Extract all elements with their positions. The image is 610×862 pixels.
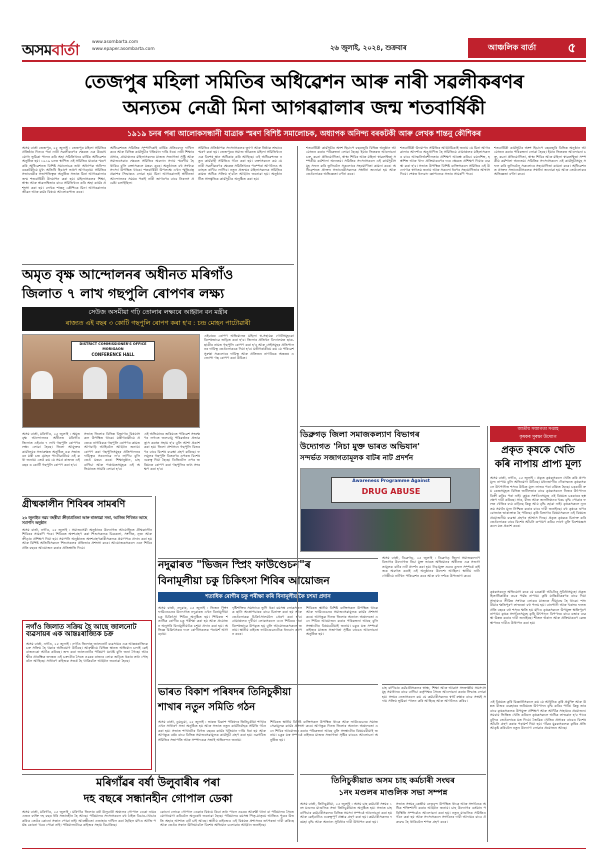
krishak-headline-2: কৰি নাপায় প্ৰাপ্য মূল্য: [494, 459, 582, 470]
summer-strap: ২৬ জুলাইত নৱম বছৰীয়া ক্ৰীড়াপ্ৰতিভা আৰু ৰাজহুৱা সভা, আজিৰ শিবিৰত আছে সমাপনি অনুষ্ঠান: [22, 515, 148, 525]
footer-rule: [22, 848, 586, 849]
summer-headline: গ্ৰীষ্মকালীন শিবিৰৰ সামৰণি: [22, 499, 126, 510]
tea-headline-2: ১নং মণ্ডলৰ মাণ্ডলিক সভা সম্পন্ন: [338, 787, 448, 797]
tea-headline-1: তিনিচুকীয়াত অসম চাহ কৰ্মচাৰী সংঘৰ: [331, 775, 455, 785]
gopal-headline-2: দহ বছৰে সন্ধানহীন গোপাল ডেকা: [83, 792, 233, 805]
logo-part-b: বাৰ্তা: [51, 41, 80, 59]
awareness-banner: [331, 477, 451, 503]
col-separator-3: [155, 496, 156, 772]
scheme-box: [22, 620, 152, 770]
website-2: www.epaper.asombarta.com: [92, 47, 155, 52]
vikash-headline-2: শাখাৰ নতুন সমিতি গঠন: [158, 702, 256, 713]
tree-body-col-3: এই অভিযানৰ জৰিয়তে পৰিৱেশ সংৰক্ষণৰ লগতে জলবায়ু পৰিৱৰ্তনৰ প্ৰভাৱ হ্ৰাস কৰাত সহায় হ'ব বুলি আশা প্ৰকাশ কৰা হয়। জিলা প্ৰশাসনে গছপুলি বিতৰণৰ বাবে বিশেষ ব্যৱস্থা গ্ৰহণ কৰিছে। ফলমূলৰ গছপুলি বিতৰণৰ ওপৰত বিশেষ গুৰুত্ব দিয়া হৈছে। ডিজিটেল এপৰ জৰিয়তে ৰোপণ কৰা গছপুলিৰ তথ্য সংৰক্ষণ কৰা হ'ব।: [144, 432, 200, 472]
tree-body-col-1: অসম বাৰ্তা, মৰিগাঁও, ২৫ জুলাই : অমৃত বৃক্ষ আন্দোলনৰ অধীনত মৰিগাঁও জিলাত এইবাৰ ৭ লাখ গছপুলি ৰোপণৰ লক্ষ্য লোৱা হৈছে। জিলা আয়ুক্তৰ কাৰ্যালয়ৰ সভাকক্ষত অনুষ্ঠিত এক সভাত বন মন্ত্ৰী চন্দ্ৰ মোহন পাটোৱাৰীয়ে এই কথা জনায়। তেওঁ কয় যে সমগ্ৰ ৰাজ্যত এই বছৰ ৩ কোটি গছপুলি ৰোপণ কৰা হ'ব।: [22, 432, 80, 467]
tea-side-body: চাহ বাগিচাৰ কৰ্মচাৰীসকলৰ স্বাস্থ্য, শিক্ষা আৰু আৱাস সংক্ৰান্তীয় সমস্যাসমূহ সমাধানৰ বাবে বাগিচা কৰ্তৃপক্ষৰ সৈতে আলোচনা কৰাৰ সিদ্ধান্ত লোৱা হয়। সংঘৰ নেতাসকলে কয় যে কৰ্মচাৰীসকলৰ স্বাৰ্থ ৰক্ষাৰ বাবে সংঘই সদায় সক্ৰিয় ভূমিকা পালন কৰি আহিছে আৰু আগলৈও কৰিব।: [382, 686, 486, 704]
eye-body-col-3: শিবিৰত স্থানীয় বিশিষ্ট ব্যক্তিসকল উপস্থিত থাকে আৰু ফাউণ্ডেচনৰ সমাজসেৱামূলক কাৰ্যৰ প্ৰশংসা কৰে। আগন্তুক দিনত জিলাৰ অন্যান্য অঞ্চলতো এনে শিবিৰ আয়োজন কৰাৰ পৰিকল্পনা আছে বুলি সংস্থাটোৰ বিষয়ববীয়াই জনায়। চকুৰ যত্ন সম্পৰ্কে ৰাইজৰ মাজত সজাগতা সৃষ্টিৰ বাবেও আলোচনা অনুষ্ঠিত হয়।: [306, 606, 378, 637]
nasha-headline-1: ডিব্ৰুগড় জিলা সমাজকল্যাণ বিভাগৰ: [300, 429, 420, 439]
tree-headline-2: জিলাত ৭ লাখ গছপুলি ৰোপণৰ লক্ষ্য: [22, 286, 225, 302]
board-line-2: MORIGAON: [102, 347, 124, 351]
krishak-tag-2: কৃষকৰ সুৰক্ষা উদ্যোগ: [519, 435, 557, 440]
vikash-body-col-2: শিবিৰত স্থানীয় বিশিষ্ট ব্যক্তিসকল উপস্থিত থাকে আৰু ফাউণ্ডেচনৰ সমাজসেৱামূলক কাৰ্যৰ প্ৰশংসা কৰে। আগন্তুক দিনত জিলাৰ অন্যান্য অঞ্চলতো এনে শিবিৰ আয়োজন কৰাৰ পৰিকল্পনা আছে বুলি সংস্থাটোৰ বিষয়ববীয়াই জনায়। চকুৰ যত্ন সম্পৰ্কে ৰাইজৰ মাজত সজাগতা সৃষ্টিৰ বাবেও আলোচনা অনুষ্ঠিত হয়।: [270, 720, 378, 742]
tree-strap-line-2: ৰাজ্যত এই বছৰ ৩ কোটি গছপুলি ৰোপণ কৰা হ'ব : চন্দ্ৰ মোহন পাটোৱাৰী: [65, 319, 251, 327]
conference-table: [23, 399, 200, 428]
tea-body-col-2: সভাত সংঘৰ কেন্দ্ৰীয় নেতৃবৃন্দ উপস্থিত থাকে আৰু সংগঠনক অধিক শক্তিশালী কৰাৰ আহ্বান জনায়। চাহ উদ্যোগৰ বৰ্তমান পৰিস্থিতি সম্পৰ্কেও আলোচনা কৰা হয়। নতুন মাণ্ডলিক সমিতিও গঠন কৰা হয় আৰু সদস্যসকলে সংগঠনৰ দাবী আদায়ৰ বাবে ঐক্যবদ্ধ হৈ থাকিবলৈ শপত গ্ৰহণ কৰে।: [396, 802, 486, 824]
summer-body: অসম বাৰ্তা, নগাঁও, ২৫ জুলাই : সমাজসেৱী অনুষ্ঠানৰ উদ্যোগত আয়োজিত গ্ৰীষ্মকালীন শিবিৰৰ সামৰণি পৰে। শিবিৰত অংশগ্ৰহণ কৰা শিশুসকলক চিত্ৰকলা, সংগীত, নৃত্য আৰু ক্ৰীড়াৰ প্ৰশিক্ষণ দিয়া হয়। সমাপনি অনুষ্ঠানত অংশগ্ৰহণকাৰীসকলক প্ৰমাণপত্ৰ প্ৰদান কৰা হয় আৰু বিশিষ্ট অতিথিসকলে শিশুসকলৰ প্ৰতিভাৰ প্ৰশংসা কৰে। আয়োজকসকলে এনে শিবিৰ প্ৰতি বছৰে আয়োজন কৰাৰ প্ৰতিশ্ৰুতি দিয়ে।: [22, 528, 152, 550]
banner-line-1: Awareness Programme Against: [352, 479, 430, 484]
eye-headline-2: বিনামূলীয়া চকু চিকিৎসা শিবিৰ আয়োজন: [158, 575, 330, 587]
rule-gopal-top: [22, 774, 294, 775]
krishak-body-col-2: কৃষকসকলে অভিযোগ কৰে যে চৰকাৰী আঁচনিৰ সুবিধাসমূহো প্ৰকৃত হিতাধিকাৰীৰ ওচৰ পৰ্যন্ত নাপায়। কৃষি যান্ত্ৰিকীকৰণৰ বাবে দিয়া সাহায্যও সীমিত সংখ্যক লোকৰ মাজতে সীমাবদ্ধ হৈ থাকে। শস্য বীমাৰ ক্ষতিপূৰণ লাভতো বহু পলম হয়। বানপানী আৰু খৰাংৰ ফলত প্ৰতি বছৰে বহু শস্যৰ ক্ষতি হয় যদিও কৃষকসকলে উপযুক্ত ক্ষতিপূৰণ নাপায়। কৃষক সংগঠনসমূহে কৃষি উৎপাদন বিপণনৰ বাবে বজাৰ ব্যৱস্থা উন্নত কৰাৰ দাবী জনাইছে। শীতল ভঁৰাল আৰু প্ৰক্ৰিয়াকৰণ কেন্দ্ৰ স্থাপনৰ দাবীও উত্থাপন কৰা হয়।: [490, 590, 586, 625]
eye-headline-1: নদুৱাৰত "ভিজন স্প্ৰিং ফাউণ্ডেচন"ৰ: [158, 559, 311, 571]
gopal-body-col-1: অসম বাৰ্তা, মৰিগাঁও, ২৫ জুলাই : মৰিগাঁও জিলাৰ বৰ্ষা উলুবাৰী অঞ্চলৰ গোপাল ডেকা নামৰ এজন ব্যক্তি দহ বছৰ ধৰি সন্ধানহীন হৈ আছে। পৰিয়ালৰ সদস্যসকলে বহু ঠাইত বিচাৰ-খোচাৰ কৰিও তেওঁৰ কোনো সন্ধান পোৱা নাই। আৰক্ষীতো এজাহাৰ দাখিল কৰা হৈছিল যদিও আজি পৰ্যন্ত কোনো খবৰ পোৱা নাই। পৰিয়ালটোৱে ৰাইজৰ সহায় বিচাৰিছে।: [22, 810, 156, 828]
lead-body-col-3: সমিতিৰ প্ৰতিষ্ঠাপক সদস্যাসকলৰ ত্যাগ আৰু নিষ্ঠাক শ্ৰদ্ধাৰে স্মৰণ কৰা হয়। তেজপুৰৰ সমাজ জীৱনত মহিলা সমিতিখনে এক বিশেষ স্থান অধিকাৰ কৰি আহিছে। এই অধিৱেশনত নতুন কাৰ্যবাহী সমিতিও গঠন কৰা হয়। বক্তাসকলে কয় যে নাৰী সৱলীকৰণৰ ক্ষেত্ৰত সমিতিখনৰ পৰম্পৰা আগলৈও অব্যাহত ৰাখিব লাগিব। নতুন প্ৰজন্মৰ মহিলাসকলক সমিতিৰ কামত অধিক সক্ৰিয় হ'বলৈ আহ্বান জনোৱা হয়। অনুষ্ঠানটিত সাংস্কৃতিক কাৰ্যসূচীও অনুষ্ঠিত কৰা হয়।: [198, 146, 282, 181]
gopal-headline-1: মৰিগাঁৱৰ বৰ্ষা উলুবাৰীৰ পৰা: [96, 776, 220, 789]
banner-line-2: DRUG ABUSE: [361, 487, 421, 496]
eye-strap: শতাধিক ৰোগীৰ চকু পৰীক্ষা কৰি বিনামূলীয়াকৈ চশমা প্ৰদান: [158, 592, 378, 602]
tree-body-col-2: সভাত জিলাৰ বিভিন্ন বিভাগৰ বিষয়াসকল উপস্থিত থাকে। মন্ত্ৰীগৰাকীয়ে প্ৰত্যেক নাগৰিকক গছপুলি ৰোপণৰ কামত আগবাঢ়ি আহিবলৈ আহ্বান জনায়। ৰোপণ কৰা গছপুলিসমূহৰ প্ৰতিপালনৰ দায়িত্বও সকলোৱে ল'ব লাগিব বুলি তেওঁ মন্তব্য কৰে। শিক্ষানুষ্ঠান, চাহ বাগিচা আৰু পঞ্চায়তসমূহক এই অভিযানত সামৰি লোৱা হ'ব।: [84, 432, 140, 472]
lead-body-col-5: শতবাৰ্ষিকী উদযাপন সমিতিৰ আহ্বায়িকাই জনায় যে মিনা আগৰৱালাৰ আদৰ্শৰে অনুপ্ৰাণিত হৈ সমিতিয়ে গ্ৰামাঞ্চলৰ মহিলাসকলৰ বাবে আত্মনিৰ্ভৰশীলতাৰ প্ৰশিক্ষণ আৰম্ভ কৰিব। বয়নশিল্প, হস্তশিল্প আৰু খাদ্য প্ৰক্ৰিয়াকৰণৰ দৰে ক্ষেত্ৰত প্ৰশিক্ষণ দিয়াৰ ব্যৱস্থা কৰা হ'ব। সভাত উপস্থিত বিশিষ্ট ব্যক্তিসকলে সমিতিৰ এই উদ্যোগক স্বাগতম জনায় আৰু সকলো ধৰণৰ সহযোগিতাৰ আশ্বাস দিয়ে। শেষত ধন্যবাদ জ্ঞাপনেৰে সভাৰ সামৰণি পৰে।: [400, 146, 490, 177]
scheme-headline-1: নগাঁও জিলাত সক্ৰিয় হৈ আছে জালনোট: [26, 623, 137, 631]
krishak-tag: [490, 426, 586, 442]
eye-body-col-1: অসম বাৰ্তা, নদুৱাৰ, ২৫ জুলাই : ভিজন স্প্ৰিং ফাউণ্ডেচনৰ উদ্যোগত নদুৱাৰত এখন বিনামূলীয়া চকু চিকিৎসা শিবিৰ অনুষ্ঠিত হয়। শিবিৰত শতাধিক ৰোগীৰ চকু পৰীক্ষা কৰা হয় আৰু প্ৰয়োজন অনুসৰি বিনামূলীয়াকৈ চশমা প্ৰদান কৰা হয়। অভিজ্ঞ চিকিৎসকৰ দলে ৰোগীসকলক পৰামৰ্শ আগবঢ়ায়।: [158, 606, 228, 637]
person-1: [31, 371, 53, 401]
board-line-1: DISTRICT COMMISSIONER'S OFFICE: [79, 342, 147, 346]
nasha-body: অসম বাৰ্তা, ডিব্ৰুগড়, ২৫ জুলাই : ডিব্ৰুগড় জিলা সমাজকল্যাণ বিভাগৰ উদ্যোগত নিচা মুক্ত ভাৰত অভিযানৰ অধীনত এক সজাগতামূলক বাটৰ নাট প্ৰদৰ্শন কৰা হয়। নিচাযুক্ত দ্ৰব্যৰ কুফল সম্পৰ্কে ৰাইজক অৱগত কৰাই এই অনুষ্ঠানৰ উদ্দেশ্য আছিল। স্থানীয় নাট্যগোষ্ঠীয়ে নাটখন পৰিৱেশন কৰে আৰু বহু দৰ্শকে উপভোগ কৰে।: [382, 556, 480, 578]
tree-strap: [22, 307, 294, 331]
krishak-body-col-3: এই বিষয়ত কৃষি বিজ্ঞানীসকলে কয় যে আধুনিক কৃষি প্ৰযুক্তি আৰু উন্নত বীজৰ ব্যৱহাৰৰ জৰিয়তে উৎপাদন বৃদ্ধি কৰিব পাৰি। কিন্তু তাৰ বাবে কৃষকসকলক উপযুক্ত প্ৰশিক্ষণ আৰু আৰ্থিক সাহায্যৰ প্ৰয়োজন। সমবায় ভিত্তিত খেতি কৰিলে কৃষকসকলে অধিক লাভৱান হ'ব পাৰে বুলিও তেওঁলোকে মত দিয়ে। জৈৱিক খেতিৰ প্ৰসাৰৰ বাবেও বিশেষ আঁচনি গ্ৰহণ কৰাৰ পৰামৰ্শ দিয়া হয়। গাঁৱৰ যুৱকসকলক কৃষিৰ প্ৰতি আকৃষ্ট কৰিবলৈ নতুন উদ্যোগ লোৱাৰ প্ৰয়োজন আছে।: [490, 700, 586, 731]
tea-body-col-1: অসম বাৰ্তা, তিনিচুকীয়া, ২৫ জুলাই : অসম চাহ কৰ্মচাৰী সংঘৰ ১নং মণ্ডলৰ মাণ্ডলিক সভা তিনিচুকীয়াত অনুষ্ঠিত হয়। সভাত চাহ বাগিচাৰ কৰ্মচাৰীসকলৰ বিভিন্ন সমস্যা সম্পৰ্কে আলোচনা কৰা হয় আৰু কেইবাটাও গুৰুত্বপূৰ্ণ প্ৰস্তাৱ গ্ৰহণ কৰা হয়। কৰ্মচাৰীসকলৰ দৰমহা বৃদ্ধি আৰু অন্যান্য সুবিধাৰ দাবী উত্থাপন কৰা হয়।: [300, 802, 392, 824]
person-3: [119, 365, 143, 401]
vikash-body-col-1: অসম বাৰ্তা, ডুমডুমা, ২৫ জুলাই : ভাৰত বিকাশ পৰিষদৰ তিনিচুকীয়া শাখাৰ এখন সাধাৰণ সভা অনুষ্ঠিত হয় আৰু সভাত নতুন কাৰ্যনিৰ্বাহক সমিতি গঠন কৰা হয়। সভাত শাখাটোৰ বিগত বছৰৰ কাৰ্যৰ খতিয়ান দাঙি ধৰা হয় আৰু আগন্তুক বৰ্ষৰ বাবে বিভিন্ন সমাজসেৱামূলক কাৰ্যসূচী গ্ৰহণ কৰা হয়। নৱগঠিত সমিতিৰ সভাপতি আৰু সম্পাদকক সভাই অভিনন্দন জনায়।: [158, 720, 266, 742]
board-line-3: CONFERENCE HALL: [91, 352, 135, 357]
lead-headline-1: তেজপুৰ মহিলা সমিতিৰ অধিৱেশন আৰু নাৰী সৱলীকৰণৰ: [84, 71, 524, 93]
krishak-body-col-1: অসম বাৰ্তা, নগাঁও, ২৫ জুলাই : প্ৰকৃত কৃষকসকলে খেতি কৰি প্ৰাপ্য মূল্য নাপায় বুলি অভিযোগ উঠিছে। মধ্যভোগীৰ দৌৰাত্ম্যত কৃষকসকলে উৎপাদিত শস্যৰ উচিত মূল্য লাভৰ পৰা বঞ্চিত হৈছে। চৰকাৰী ক্ৰয় কেন্দ্ৰসমূহত বিভিন্ন জটিলতাৰ বাবে কৃষকসকলে নিজৰ উৎপাদন বিক্ৰী কৰিব পৰা নাই। কৃষক সংগঠনসমূহে এই বিষয়ত চৰকাৰৰ হস্তক্ষেপ দাবী কৰিছে। সাৰ, বীজ আৰু জলসিঞ্চনৰ খৰচ বৃদ্ধি পোৱাৰ ফলত খেতিৰ ব্যয় বাঢ়িছে কিন্তু আয় বৃদ্ধি হোৱা নাই। কৃষকসকলে ন্যূনতম সমৰ্থন মূল্য নিশ্চিত কৰাৰ বাবে দাবী জনাইছে। বহু কৃষকে ঋণৰ বোজাত ভাৰাক্ৰান্ত হৈ পৰিছে। কৃষি বিভাগৰ বিষয়াসকলে এই বিষয়ত প্ৰয়োজনীয় ব্যৱস্থা গ্ৰহণৰ আশ্বাস দিছে। প্ৰকৃত কৃষকক চিনাক্ত কৰি তেওঁলোকৰ বাবে বিশেষ আঁচনি ৰূপায়ণ কৰিব লাগে বুলি বিশেষজ্ঞসকলে মত প্ৰকাশ কৰে।: [490, 476, 586, 529]
rally-photo: [300, 468, 480, 552]
nasha-headline-3: সন্দৰ্ভত সজাগতামূলক বাটৰ নাট প্ৰদৰ্শন: [300, 453, 414, 462]
person-4: [163, 369, 187, 401]
masthead-rule: [22, 60, 586, 62]
masthead: [0, 0, 610, 72]
rule-tree-top: [22, 264, 294, 265]
logo-part-a: অসম: [22, 41, 52, 59]
lead-strap: ১৯১৯ চনৰ পৰা আলোকসন্ধানী যাত্ৰাক স্মৰণ বিশিষ্ট সমালোচক, অধ্যাপক অনিন্দ্য বৰকটকী আৰু লেখক শান্তনু কৌশিকৰ: [22, 127, 586, 141]
col-separator-1: [297, 146, 298, 842]
krishak-headline-1: প্ৰকৃত কৃষকে খেতি: [501, 445, 575, 456]
vikash-headline-1: ভাৰত বিকাশ পৰিষদৰ তিনিচুকীয়া: [158, 687, 292, 698]
tree-strap-line-1: সেউজ অসমীয়া গঢ়ি তোলাৰ লক্ষ্যৰে আহ্বান বন মন্ত্ৰীৰ: [88, 308, 228, 316]
website-1: www.asombarta.com: [92, 40, 139, 45]
lead-headline-2: অন্যতম নেত্ৰী মিনা আগৰৱালাৰ জন্ম শতবাৰ্ষিকী: [122, 97, 486, 119]
scheme-headline-2: ব্যৱসায়ৰ এক আন্তঃৰাজ্যিক চক্ৰ: [26, 630, 114, 639]
person-2: [83, 367, 107, 401]
conference-board: [71, 341, 155, 361]
gopal-body-col-2: কোনো লোকে গোপাল ডেকাৰ বিষয়ে কিবা তথ্য পালে ওচৰৰ আৰক্ষী থানা বা পৰিয়ালৰ সৈতে যোগাযোগ কৰিবলৈ অনুৰোধ জনোৱা হৈছে। পৰিয়ালৰ বয়সস্থ পিতৃ-মাতৃয়ে আজিও পুত্ৰৰ উভতি অহাৰ আশাত বাট চাই আছে। স্থানীয় ৰাইজেও এই বিষয়ত প্ৰশাসনৰ তৎপৰতা দাবী কৰিছে আৰু তেওঁৰ সন্ধান উলিয়াবলৈ বিশেষ অভিযান চলোৱাৰ আহ্বান জনাইছে।: [160, 810, 294, 828]
tree-headline-1: অমৃত বৃক্ষ আন্দোলনৰ অধীনত মৰিগাঁও: [22, 267, 234, 283]
section-title: আঞ্চলিক বাৰ্তা: [488, 43, 537, 52]
page-number: ৫: [567, 41, 576, 56]
lead-body-col-4: শতবাৰ্ষিকী কাৰ্যসূচীৰ অংশ হিচাপে বছৰজুৰি বিভিন্ন অনুষ্ঠান আয়োজন কৰাৰ পৰিকল্পনা লোৱা হৈছে। ইয়াৰ ভিতৰত আলোচনা চক্ৰ, ৰচনা প্ৰতিযোগিতা, স্বাস্থ্য শিবিৰ আৰু মহিলা স্বাৱলম্বিতা সম্পৰ্কীয় কৰ্মশালা অন্যতম। সমিতিৰ সদস্যাসকলে এই কাৰ্যসূচীসমূহ সফল কৰি তুলিবলৈ সকলোৰে সহযোগিতা কামনা কৰে। অধিৱেশনত প্ৰাক্তন সভানেত্ৰীসকলক সম্বৰ্ধনা জনোৱা হয় আৰু তেওঁলোকৰ অভিজ্ঞতা বৰ্ণনা কৰে।: [306, 146, 396, 177]
lead-body-col-2: অধিৱেশনত সমিতিৰ সম্পাদিকাই বাৰ্ষিক প্ৰতিবেদন দাখিল কৰে আৰু বিভিন্ন কাৰ্যসূচীৰ খতিয়ান দাঙি ধৰে। নাৰী শিক্ষাৰ প্ৰসাৰ, গ্ৰামাঞ্চলৰ মহিলাসকলৰ মাজত সজাগতা সৃষ্টি আৰু সমাজসেৱাৰ ক্ষেত্ৰত সমিতিৰ অৱদান সদায় স্মৰণীয় হৈ থাকিব বুলি বক্তাসকলে মন্তব্য কৰে। অনুষ্ঠানত বহু সংখ্যক সদস্যা উপস্থিত থাকে। শতবাৰ্ষিকী উপলক্ষে এখন স্মৃতিগ্ৰন্থ প্ৰকাশৰ সিদ্ধান্তও লোৱা হয়। মিনা আগৰৱালাই স্বাধীনতা আন্দোলনৰ সময়ৰ পৰাই নাৰী জাগৰণৰ বাবে নিৰলস প্ৰচেষ্টা চলাইছিল।: [110, 146, 194, 186]
tree-body-col-4: এইবাৰৰ ৰোপণ অভিযানত মহিলা স্ব-সহায়ক গোটসমূহকো বিশেষভাৱে জড়িত কৰা হ'ব। জিলাৰ প্ৰতিখন বিদ্যালয়ত ছাত্ৰ-ছাত্ৰীৰ নামত গছপুলি ৰোপণ কৰা হ'ব আৰু সেইসমূহৰ প্ৰতিপালনৰ দায়িত্ব তেওঁলোককে দিয়া হ'ব। মন্ত্ৰীগৰাকীয়ে কয় যে পৰিৱেশ সুৰক্ষা সকলোৰে দায়িত্ব আৰু প্ৰতিজন নাগৰিকে অন্ততঃ এজোপা গছ ৰোপণ কৰা উচিত।: [204, 334, 294, 361]
header-date: ২৬ জুলাই, ২০২৪, শুক্ৰবাৰ: [330, 44, 407, 52]
meeting-photo: [22, 334, 200, 428]
lead-body-col-1: অসম বাৰ্তা তেজপুৰ, ২৫ জুলাই : তেজপুৰ মহিলা সমিতিৰ প্ৰতিষ্ঠাৰ দিনৰে পৰা নাৰী সৱলীকৰণৰ ক্ষেত্ৰত এক উল্লেখযোগ্য ভূমিকা পালন কৰি অহা সমিতিখনৰ বাৰ্ষিক অধিৱেশন অনুষ্ঠিত হয়। ১৯১৯ চনত স্থাপিত এই সমিতিৰ যাত্ৰাক স্মৰণ কৰি অধিৱেশনত বিশিষ্ট সমালোচক তথা অধ্যাপক অনিন্দ্য বৰকটকীয়ে মুখ্য অতিথি হিচাপে ভাষণ আগবঢ়ায়। সমিতিৰ সভানেত্ৰীৰ সভাপতিত্বত অনুষ্ঠিত সভাত মিনা আগৰৱালাৰ জন্ম শতবাৰ্ষিকী উদযাপন কৰা হয়। মহিলাসকলৰ শিক্ষা, স্বাস্থ্য আৰু স্বাৱলম্বিতাৰ বাবে সমিতিখনে কৰি অহা কাৰ্যৰ প্ৰশংসা কৰা হয়। লেখক শান্তনু কৌশিকে মিনা আগৰৱালাৰ জীৱন আৰু কৰ্মৰ বিষয়ে আলোকপাত কৰে।: [22, 146, 106, 195]
crowd: [301, 509, 480, 552]
nasha-headline-2: উদ্যোগত 'নিচা মুক্ত ভাৰত অভিযান': [300, 441, 420, 451]
scheme-body: অসম বাৰ্তা, নগাঁও, ২৫ জুলাই : নগাঁও জিলাত জালনোট ব্যৱসায়ৰ এক আন্তঃৰাজ্যিক চক্ৰ সক্ৰিয় হৈ থকাৰ অভিযোগ উঠিছে। আৰক্ষীয়ে বিভিন্ন স্থানত অভিযান চলাই কেইবাজনকো আটক কৰিছে। জব্দ কৰা জালনোটৰ পৰিমাণ যথেষ্ট বুলি জনা গৈছে। আৰক্ষীৰ প্ৰাৰম্ভিক তদন্তত এই চক্ৰটোৰ সৈতে ওচৰৰ ৰাজ্যৰ লোক জড়িত থকাৰ তথ্য পোহৰলৈ আহিছে। সাধাৰণ ৰাইজক সতৰ্ক হৈ থাকিবলৈ আহ্বান জনোৱা হৈছে।: [26, 641, 148, 664]
rule-vikash-top: [158, 684, 378, 685]
lead-body-col-6: শতবাৰ্ষিকী কাৰ্যসূচীৰ অংশ হিচাপে বছৰজুৰি বিভিন্ন অনুষ্ঠান আয়োজন কৰাৰ পৰিকল্পনা লোৱা হৈছে। ইয়াৰ ভিতৰত আলোচনা চক্ৰ, ৰচনা প্ৰতিযোগিতা, স্বাস্থ্য শিবিৰ আৰু মহিলা স্বাৱলম্বিতা সম্পৰ্কীয় কৰ্মশালা অন্যতম। সমিতিৰ সদস্যাসকলে এই কাৰ্যসূচীসমূহ সফল কৰি তুলিবলৈ সকলোৰে সহযোগিতা কামনা কৰে। অধিৱেশনত প্ৰাক্তন সভানেত্ৰীসকলক সম্বৰ্ধনা জনোৱা হয় আৰু তেওঁলোকৰ অভিজ্ঞতা বৰ্ণনা কৰে।: [494, 146, 586, 177]
eye-body-col-2: দৃষ্টিশক্তিৰ সমস্যাৰে ভুগি থকা বয়সস্থ লোকসকলক ছানি অস্ত্ৰোপচাৰৰ বাবে চিনাক্ত কৰা হয় আৰু তেওঁলোকক চিকিৎসালয়লৈ প্ৰেৰণ কৰা হ'ব। গ্ৰামাঞ্চলৰ দুখীয়া লোকসকলে এনে শিবিৰৰ পৰা বিশেষভাৱে উপকৃত হয় বুলি আয়োজকসকলে জনায়। স্থানীয় ৰাইজে ফাউণ্ডেচনটোক ধন্যবাদ জ্ঞাপন কৰে।: [232, 606, 302, 637]
section-bar: [468, 38, 586, 58]
rule-tea-top: [382, 684, 486, 685]
krishak-tag-1: জাতীয় সজাগতা সপ্তাহ: [517, 427, 559, 432]
rule-nasha-top: [300, 426, 480, 427]
rule-summer-top: [22, 496, 152, 497]
col-separator-2: [487, 426, 488, 842]
